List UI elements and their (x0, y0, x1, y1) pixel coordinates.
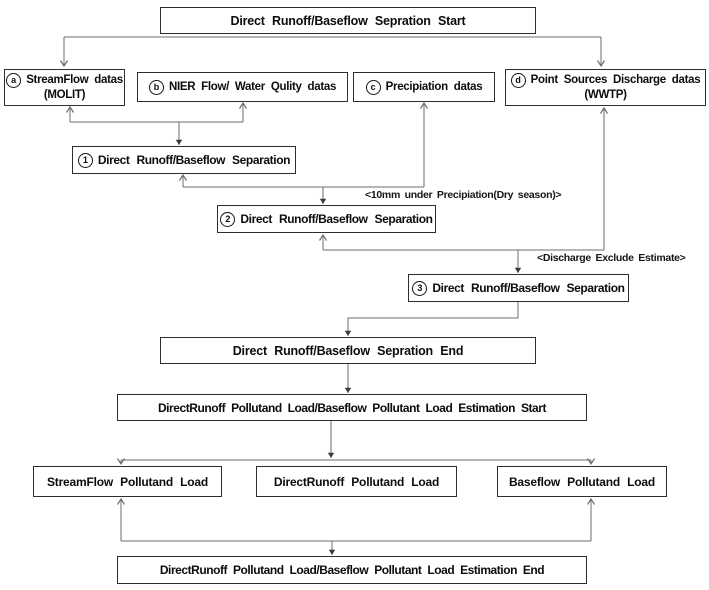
directrunoff-load-node (256, 466, 457, 497)
separation-start-node (160, 7, 536, 34)
streamflow-data-label: StreamFlow datas (26, 74, 123, 87)
estimation-end-label: DirectRunoff Pollutand Load/Baseflow Pollutant Load Estimation End (159, 563, 545, 577)
circled-1-icon: 1 (78, 153, 93, 168)
separation-step2-node (217, 205, 436, 233)
precipitation-data-node (353, 72, 495, 102)
circled-d-icon: d (511, 73, 526, 88)
streamflow-data-sublabel: (MOLIT) (43, 88, 86, 101)
discharge-annotation: <Discharge Exclude Estimate> (537, 252, 686, 264)
estimation-start-node (117, 394, 587, 421)
nier-data-node (137, 72, 348, 102)
streamflow-load-node (33, 466, 222, 497)
estimation-end-node (117, 556, 587, 584)
point-source-data-label: Point Sources Discharge datas (530, 74, 701, 87)
directrunoff-load-label: DirectRunoff Pollutand Load (273, 474, 440, 489)
circled-a-icon: a (6, 73, 21, 88)
separation-step2-label: Direct Runoff/Baseflow Separation (240, 212, 433, 226)
baseflow-load-label: Baseflow Pollutand Load (508, 474, 656, 489)
separation-step3-label: Direct Runoff/Baseflow Separation (432, 281, 625, 295)
point-source-data-node (505, 69, 706, 106)
streamflow-data-node (4, 69, 125, 106)
separation-step1-label: Direct Runoff/Baseflow Separation (97, 153, 291, 167)
circled-3-icon: 3 (412, 281, 427, 296)
separation-start-label: Direct Runoff/Baseflow Sepration Start (230, 13, 466, 28)
separation-step1-node (72, 146, 296, 174)
nier-data-label: NIER Flow/ Water Qulity datas (168, 80, 337, 93)
precipitation-data-label: Precipiation datas (385, 80, 483, 93)
circled-2-icon: 2 (220, 212, 235, 227)
streamflow-load-label: StreamFlow Pollutand Load (46, 474, 208, 489)
circled-b-icon: b (149, 80, 164, 95)
dry-season-annotation: <10mm under Precipiation(Dry season)> (365, 189, 562, 201)
point-source-data-sublabel: (WWTP) (584, 88, 627, 101)
estimation-start-label: DirectRunoff Pollutand Load/Baseflow Pollutant Load Estimation Start (157, 400, 547, 415)
separation-end-label: Direct Runoff/Baseflow Sepration End (232, 343, 464, 358)
baseflow-load-node (497, 466, 667, 497)
separation-end-node (160, 337, 536, 364)
circled-c-icon: c (366, 80, 381, 95)
separation-step3-node (408, 274, 629, 302)
